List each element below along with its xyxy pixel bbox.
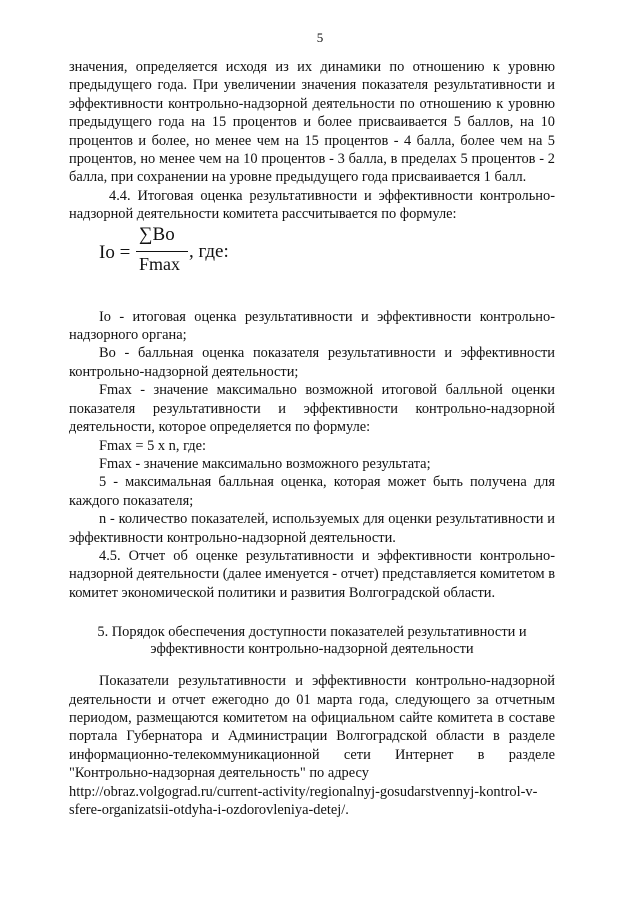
- definition-bo: Bo - балльная оценка показателя результативности и эффективности контрольно-надзорной деятельности;: [69, 345, 555, 380]
- formula-numerator: ∑Bo: [139, 223, 175, 245]
- paragraph-scoring-rules: значения, определяется исходя из их динамики по отношению к уровню предыдущего года. При увеличении значения показателя результативности и эффективности контрольно-надзорной деятельности по отношению к уровню предыдущего года на 15 процентов и более присваивается 5 баллов, на 10 процентов и более, но менее чем на 15 процентов - 4 балла, более чем на 5 процентов, но менее чем на 10 процентов - 3 балла, в пределах 5 процентов - 2 балла, при сохранении на уровне предыдущего года присваивается 1 балл.: [69, 59, 555, 186]
- publication-url[interactable]: http://obraz.volgograd.ru/current-activity/regionalnyj-gosudarstvennyj-kontrol-v-sfere-organizatsii-otdyha-i-ozdorovleniya-detej/.: [69, 783, 538, 818]
- section-5-title-line-1: 5. Порядок обеспечения доступности показателей результативности и: [97, 624, 527, 641]
- page-number: 5: [316, 30, 324, 45]
- formula-lhs: Io =: [99, 241, 131, 263]
- formula-denominator: Fmax: [139, 253, 181, 274]
- definition-fmax: Fmax - значение максимально возможной итоговой балльной оценки показателя результативности и эффективности контрольно-надзорной деятельности, которое определяется по формуле:: [69, 382, 555, 436]
- section-5-title-line-2: эффективности контрольно-надзорной деятельности: [150, 641, 474, 658]
- definition-five: 5 - максимальная балльная оценка, которая может быть получена для каждого показателя;: [69, 474, 555, 509]
- definition-io: Io - итоговая оценка результативности и эффективности контрольно-надзорного органа;: [69, 308, 555, 344]
- definition-fmax-result: Fmax - значение максимально возможного результата;: [99, 455, 431, 472]
- formula-io: [69, 223, 555, 292]
- paragraph-4-5: 4.5. Отчет об оценке результативности и эффективности контрольно-надзорной деятельности (далее именуется - отчет) представляется комитетом в комитет экономической политики и развития Волгоградской области.: [69, 547, 555, 601]
- formula-fmax: Fmax = 5 x n, где:: [99, 437, 206, 454]
- formula-fraction-bar: [136, 251, 188, 252]
- paragraph-publication: Показатели результативности и эффективности контрольно-надзорной деятельности и отчет ежегодно до 01 марта года, следующего за отчетным периодом, размещаются комитетом на официальном сайте комитета в составе портала Губернатора и Администрации Волгоградской области в разделе информационно-телекоммуникационной сети Интернет в разделе "Контрольно-надзорная деятельность" по адресу: [69, 673, 555, 782]
- document-body: [69, 58, 555, 819]
- definition-n: n - количество показателей, используемых для оценки результативности и эффективности контрольно-надзорной деятельности.: [69, 511, 555, 546]
- paragraph-4-4: 4.4. Итоговая оценка результативности и эффективности контрольно-надзорной деятельности комитета рассчитывается по формуле:: [69, 187, 555, 223]
- formula-tail: , где:: [189, 240, 229, 262]
